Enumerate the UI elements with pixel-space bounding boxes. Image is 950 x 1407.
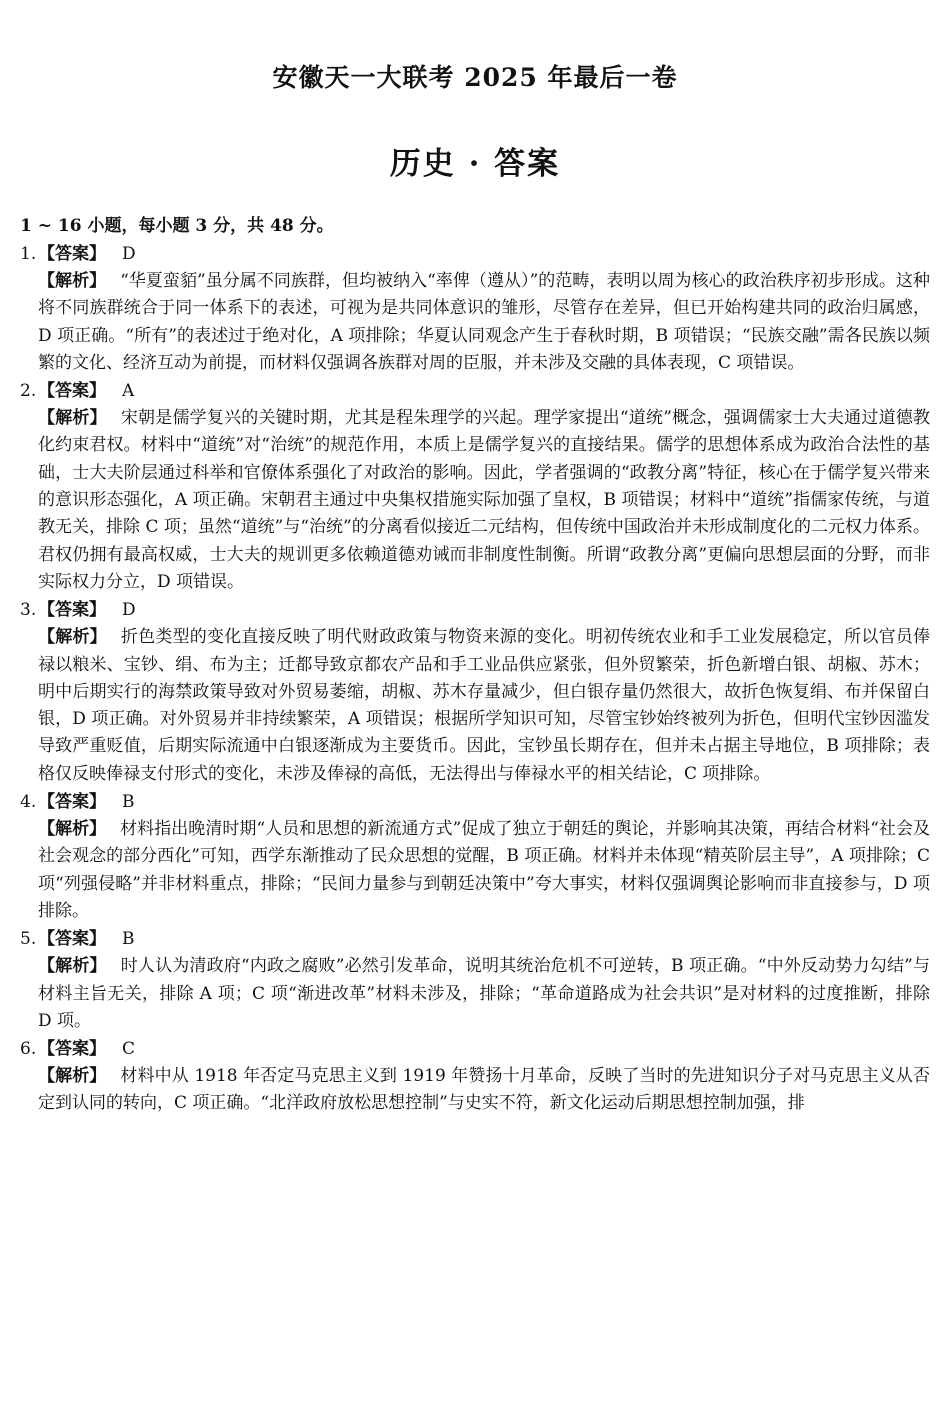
- answer-line: [20, 240, 930, 268]
- subject-title: 历史 · 答案: [389, 146, 561, 182]
- question-3: [20, 596, 930, 788]
- exam-title: 安徽天一大联考 2025 年最后一卷: [272, 63, 678, 92]
- analysis-text: 折色类型的变化直接反映了明代财政政策与物资来源的变化。明初传统农业和手工业发展稳定，所以官员俸禄以粮米、宝钞、绢、布为主；迁都导致京都农产品和手工业品供应紧张，但外贸繁荣，折色新增白银、胡椒、苏木；明中后期实行的海禁政策导致对外贸易萎缩，胡椒、苏木存量减少，但白银存量仍然很大，故折色恢复绢、布并保留白银，D 项正确。对外贸易并非持续繁荣，A 项错误；根据所学知识可知，尽管宝钞始终被列为折色，但明代宝钞因滥发导致严重贬值，后期实际流通中白银逐渐成为主要货币。因此，宝钞虽长期存在，但并未占据主导地位，B 项排除；表格仅反映俸禄支付形式的变化，未涉及俸禄的高低，无法得出与俸禄水平的相关结论，C 项排除。: [38, 627, 931, 784]
- question-6: [20, 1035, 930, 1118]
- question-number: 5.: [20, 929, 37, 950]
- analysis-tag: 【解析】: [38, 627, 107, 648]
- scoring-intro: 1 ~ 16 小题，每小题 3 分，共 48 分。: [20, 216, 334, 236]
- answer-tag: 【答案】: [38, 929, 106, 950]
- analysis-text: 宋朝是儒学复兴的关键时期，尤其是程朱理学的兴起。理学家提出“道统”概念，强调儒家士大夫通过道德教化约束君权。材料中“道统”对“治统”的规范作用，本质上是儒学复兴的直接结果。儒学的思想体系成为政治合法性的基础，士大夫阶层通过科举和官僚体系强化了对政治的影响。因此，学者强调的“政教分离”特征，核心在于儒学复兴带来的意识形态强化，A 项正确。宋朝君主通过中央集权措施实际加强了皇权，B 项错误；材料中“道统”指儒家传统，与道教无关，排除 C 项；虽然“道统”与“治统”的分离看似接近二元结构，但传统中国政治并未形成制度化的二元权力体系。君权仍拥有最高权威，士大夫的规训更多依赖道德劝诫而非制度性制衡。所谓“政教分离”更偏向思想层面的分野，而非实际权力分立，D 项错误。: [38, 408, 931, 592]
- question-4: [20, 788, 930, 925]
- analysis-tag: 【解析】: [38, 271, 107, 291]
- question-number: 1.: [20, 244, 37, 264]
- answer-tag: 【答案】: [38, 792, 106, 813]
- question-5: [20, 925, 930, 1035]
- analysis-paragraph: [20, 1063, 930, 1118]
- analysis-paragraph: [20, 953, 930, 1035]
- answer-line: [20, 788, 930, 816]
- answer-line: [20, 1035, 930, 1063]
- answer-value: B: [122, 792, 135, 813]
- answer-line: [20, 596, 930, 624]
- answer-tag: 【答案】: [38, 600, 106, 621]
- question-number: 2.: [20, 381, 37, 402]
- analysis-paragraph: [20, 816, 930, 925]
- analysis-paragraph: [20, 268, 930, 377]
- answer-content: [20, 212, 930, 1118]
- answer-line: [20, 925, 930, 953]
- answer-tag: 【答案】: [38, 381, 106, 402]
- answer-value: D: [122, 600, 136, 621]
- analysis-text: 时人认为清政府“内政之腐败”必然引发革命，说明其统治危机不可逆转，B 项正确。“中外反动势力勾结”与材料主旨无关，排除 A 项；C 项“渐进改革”材料未涉及，排除；“革命道路成为社会共识”是对材料的过度推断，排除 D 项。: [38, 956, 930, 1031]
- analysis-text: “华夏蛮貊”虽分属不同族群，但均被纳入“率俾（遵从）”的范畴，表明以周为核心的政治秩序初步形成。这种将不同族群统合于同一体系下的表述，可视为是共同体意识的雏形，尽管存在差异，但已开始构建共同的政治归属感，D 项正确。“所有”的表述过于绝对化，A 项排除；华夏认同观念产生于春秋时期，B 项错误；“民族交融”需各民族以频繁的文化、经济互动为前提，而材料仅强调各族群对周的臣服，并未涉及交融的具体表现，C 项错误。: [38, 271, 931, 373]
- answer-value: C: [122, 1039, 136, 1060]
- answer-value: D: [122, 244, 136, 264]
- answer-value: A: [122, 381, 135, 402]
- analysis-tag: 【解析】: [38, 1066, 107, 1087]
- answer-line: [20, 377, 930, 405]
- question-number: 3.: [20, 600, 37, 621]
- analysis-paragraph: [20, 405, 930, 596]
- answer-value: B: [122, 929, 135, 950]
- analysis-tag: 【解析】: [38, 819, 107, 840]
- analysis-text: 材料指出晚清时期“人员和思想的新流通方式”促成了独立于朝廷的舆论，并影响其决策，再结合材料“社会及社会观念的部分西化”可知，西学东渐推动了民众思想的觉醒，B 项正确。材料并未体现“精英阶层主导”，A 项排除；C 项“列强侵略”并非材料重点，排除；“民间力量参与到朝廷决策中”夸大事实，材料仅强调舆论影响而非直接参与，D 项排除。: [38, 819, 931, 921]
- question-2: [20, 377, 930, 596]
- analysis-text: 材料中从 1918 年否定马克思主义到 1919 年赞扬十月革命，反映了当时的先进知识分子对马克思主义从否定到认同的转向，C 项正确。“北洋政府放松思想控制”与史实不符，新文化运动后期思想控制加强，排: [38, 1066, 930, 1114]
- answer-tag: 【答案】: [38, 1039, 106, 1060]
- question-number: 4.: [20, 792, 37, 813]
- analysis-tag: 【解析】: [38, 956, 107, 977]
- analysis-paragraph: [20, 624, 930, 788]
- analysis-tag: 【解析】: [38, 408, 107, 429]
- question-1: [20, 240, 930, 377]
- answer-tag: 【答案】: [38, 244, 106, 264]
- question-number: 6.: [20, 1039, 37, 1060]
